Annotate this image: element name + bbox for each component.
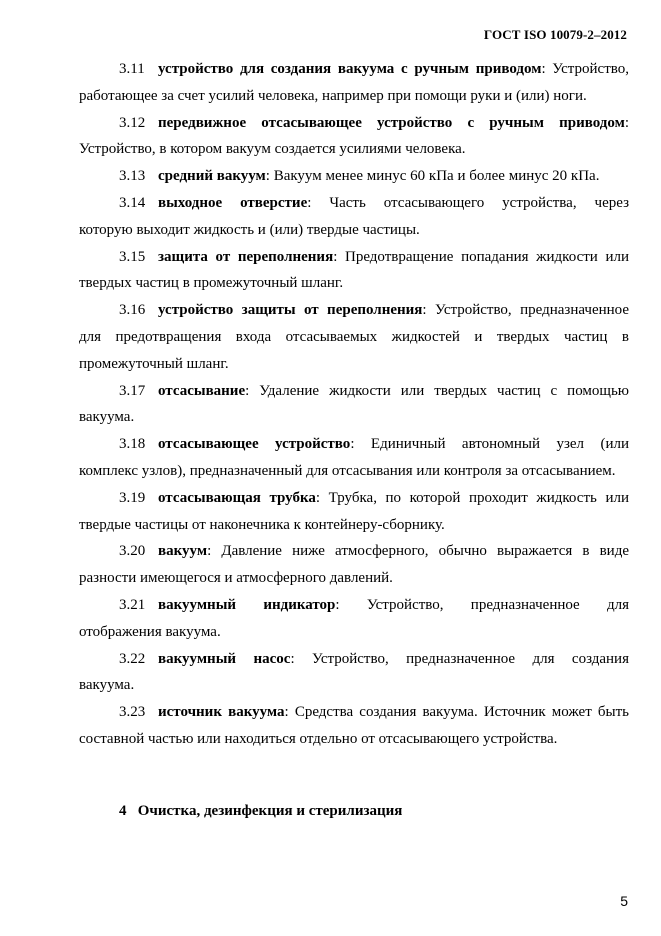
clause-number: 3.13 (119, 168, 146, 185)
definition-continuation: вакуума. (79, 677, 135, 694)
clause-number: 3.18 (119, 436, 146, 453)
definition-continuation: твердых частиц в промежуточный шланг. (79, 275, 344, 292)
definition-text: : Устройство, предназначенное для создания (290, 650, 629, 667)
definition-text: : Часть отсасывающего устройства, через (307, 194, 629, 211)
clause-first-line (79, 297, 629, 324)
clause-number: 3.17 (119, 382, 146, 399)
definition-text: : Устройство, предназначенное для (335, 596, 630, 613)
clause-first-line (79, 56, 629, 83)
section-heading (119, 803, 402, 820)
definition-continuation: для предотвращения входа отсасываемых жидкостей и твердых частиц в промежуточный шланг. (79, 328, 629, 372)
clause-number: 3.20 (119, 543, 146, 560)
definition-continuation: вакуума. (79, 409, 135, 426)
clause-number: 3.11 (119, 61, 145, 77)
clause-first-line (79, 163, 629, 190)
clause-first-line (79, 592, 629, 619)
clause-first-line (79, 538, 629, 565)
definition-text: : Единичный автономный узел (или (350, 436, 629, 453)
defined-term: источник вакуума (158, 704, 285, 721)
definition-clause (79, 56, 629, 110)
clause-first-line (79, 110, 629, 137)
clause-number: 3.15 (119, 248, 146, 265)
definition-text: : Трубка, по которой проходит жидкость или (315, 489, 629, 506)
defined-term: отсасывающая трубка (158, 489, 316, 506)
definition-clause (79, 110, 629, 164)
clause-first-line (79, 190, 629, 217)
definition-clause (79, 297, 629, 377)
definition-clause (79, 592, 629, 646)
clause-first-line (79, 699, 629, 726)
clause-first-line (79, 378, 629, 405)
definition-clause (79, 378, 629, 432)
definition-clause (79, 485, 629, 539)
definition-text: : Давление ниже атмосферного, обычно выражается в виде (207, 543, 629, 560)
definitions-list (79, 56, 629, 753)
definition-clause (79, 244, 629, 298)
definition-clause (79, 190, 629, 244)
definition-continuation: комплекс узлов), предназначенный для отсасывания или контроля за отсасыванием. (79, 462, 616, 479)
defined-term: передвижное отсасывающее устройство с ручным приводом (158, 114, 625, 131)
definition-text: : Средства создания вакуума. Источник может быть (284, 704, 629, 721)
definition-text: : Удаление жидкости или твердых частиц с помощью (245, 382, 629, 399)
definition-clause (79, 699, 629, 753)
clause-number: 3.16 (119, 302, 146, 319)
clause-first-line (79, 431, 629, 458)
definition-text: : Предотвращение попадания жидкости или (333, 248, 629, 265)
clause-first-line (79, 485, 629, 512)
definition-continuation: работающее за счет усилий человека, например при помощи руки и (или) ноги. (79, 87, 587, 104)
defined-term: устройство защиты от переполнения (158, 302, 423, 319)
clause-number: 3.14 (119, 194, 146, 211)
clause-number: 3.21 (119, 596, 146, 613)
page-number: 5 (620, 893, 628, 909)
defined-term: устройство для создания вакуума с ручным приводом (158, 61, 542, 77)
definition-continuation: составной частью или находиться отдельно от отсасывающего устройства. (79, 730, 558, 747)
defined-term: средний вакуум (158, 168, 266, 185)
clause-number: 3.23 (119, 704, 146, 721)
definition-clause (79, 538, 629, 592)
clause-number: 3.19 (119, 489, 146, 506)
defined-term: выходное отверстие (158, 194, 308, 211)
definition-continuation: которую выходит жидкость и (или) твердые частицы. (79, 221, 420, 238)
definition-clause (79, 431, 629, 485)
definition-text: : (624, 114, 629, 131)
defined-term: вакуумный насос (158, 650, 291, 667)
section-number: 4 (119, 803, 127, 819)
defined-term: вакуум (158, 543, 208, 560)
definition-continuation: Устройство, в котором вакуум создается усилиями человека. (79, 141, 466, 158)
defined-term: отсасывание (158, 382, 246, 399)
clause-first-line (79, 646, 629, 673)
defined-term: вакуумный индикатор (158, 596, 336, 613)
definition-text: : Вакуум менее минус 60 кПа и более минус 20 кПа. (265, 168, 600, 185)
section-title: Очистка, дезинфекция и стерилизация (137, 803, 403, 819)
definition-continuation: разности имеющегося и атмосферного давлений. (79, 570, 393, 587)
clause-number: 3.22 (119, 650, 146, 667)
document-header: ГОСТ ISO 10079-2–2012 (483, 27, 627, 42)
definition-text: : Устройство, (541, 61, 629, 77)
defined-term: отсасывающее устройство (158, 436, 351, 453)
definition-continuation: отображения вакуума. (79, 623, 221, 640)
definition-text: : Устройство, предназначенное (422, 302, 629, 319)
definition-clause (79, 646, 629, 700)
defined-term: защита от переполнения (158, 248, 334, 265)
definition-continuation: твердые частицы от наконечника к контейнеру-сборнику. (79, 516, 445, 533)
definition-clause (79, 163, 629, 190)
clause-number: 3.12 (119, 114, 146, 131)
clause-first-line (79, 244, 629, 271)
